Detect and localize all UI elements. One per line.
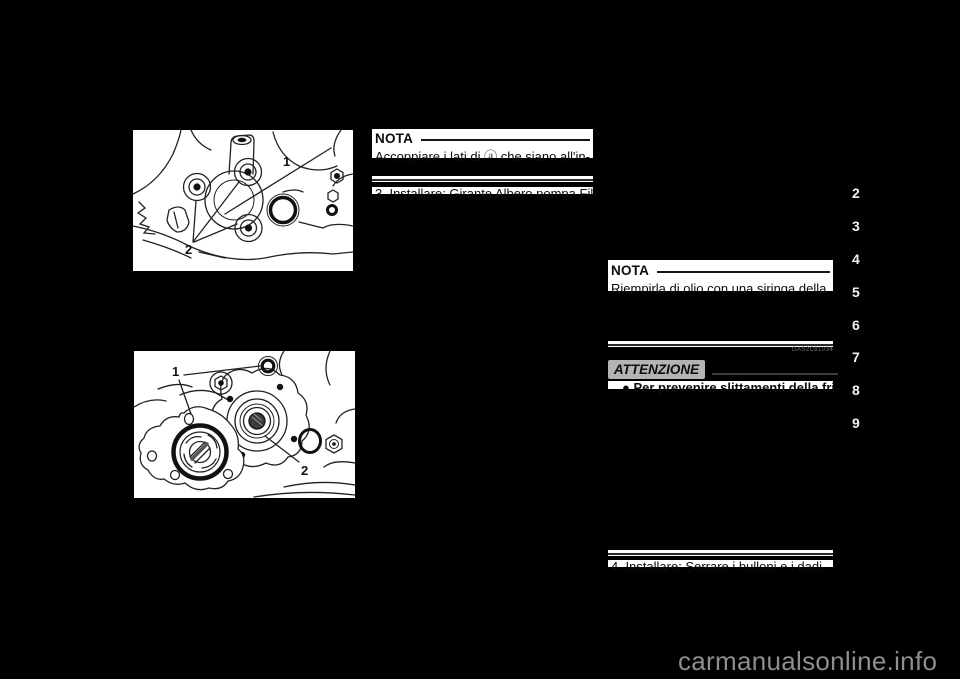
oil-pump-line-art-icon: [133, 130, 353, 271]
chapter-tab-4: 4: [852, 251, 860, 267]
figure2-callout-2: 2: [301, 463, 309, 478]
chapter-tab-9: 9: [852, 415, 860, 431]
section-divider-middle: [372, 176, 593, 182]
note-heading: [375, 131, 590, 146]
section-divider-right-lower: [608, 550, 833, 556]
note-block-right: [608, 260, 833, 296]
caution-heading-rule: [712, 373, 838, 375]
chapter-tab-8: 8: [852, 382, 860, 398]
caution-heading: [608, 360, 705, 379]
bottom-text-partial: 4. Installare: Serrare i bulloni e i dadi: [608, 560, 833, 567]
note-heading: [611, 263, 830, 278]
figure-oil-pump-installed: [133, 130, 353, 271]
note-body-partial: Accoppiare i lati di ⓐ che siano all'in-: [375, 149, 590, 164]
chapter-tab-6: 6: [852, 317, 860, 333]
caution-text-partial: ● Per prevenire slittamenti della fri-: [608, 381, 833, 389]
chapter-tab-3: 3: [852, 218, 860, 234]
chapter-tab-5: 5: [852, 284, 860, 300]
pump-cover-line-art-icon: [134, 351, 355, 498]
note-label: NOTA: [375, 131, 414, 146]
figure1-callout-2: 2: [185, 242, 193, 257]
step-text-partial: 3. Installare: Girante Albero pompa Fil-: [372, 187, 593, 194]
chapter-tab-2: 2: [852, 185, 860, 201]
note-label: NOTA: [611, 263, 650, 278]
note-block-middle: [372, 129, 593, 164]
chapter-tab-7: 7: [852, 349, 860, 365]
caution-label: ATTENZIONE: [613, 362, 700, 377]
note-heading-rule: [657, 271, 830, 273]
figure2-callout-1: 1: [172, 364, 180, 379]
note-body-partial: Riempirla di olio con una siringa della: [611, 281, 827, 296]
note-heading-rule: [421, 139, 590, 141]
section-code: GAS2C81034: [791, 347, 833, 353]
figure1-callout-1: 1: [283, 154, 291, 169]
figure-pump-cover-removed: [134, 351, 355, 498]
watermark: carmanualsonline.info: [678, 646, 938, 676]
